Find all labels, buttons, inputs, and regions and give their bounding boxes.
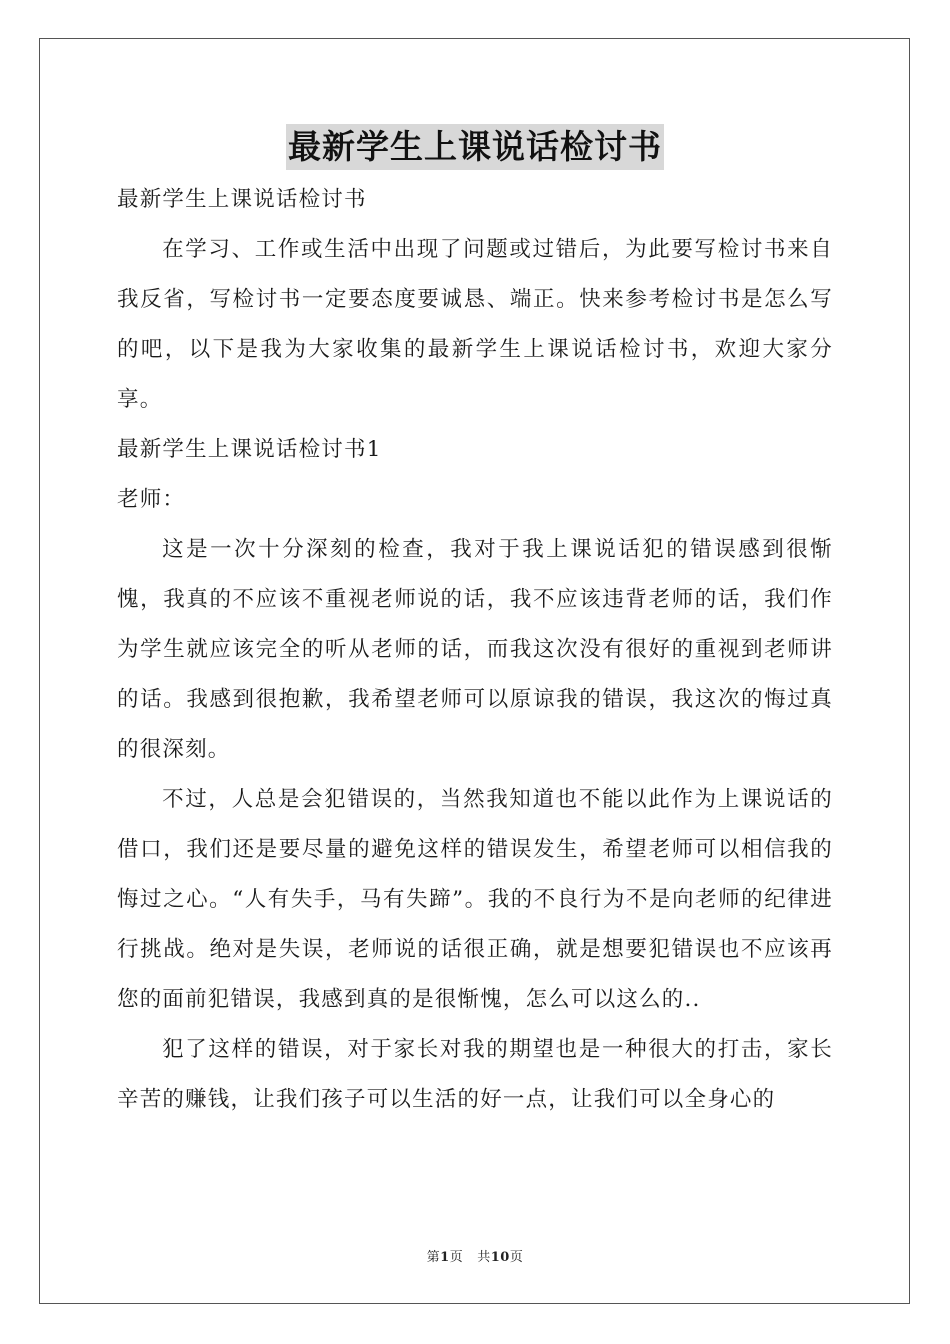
- body-paragraph: 不过，人总是会犯错误的，当然我知道也不能以此作为上课说话的借口，我们还是要尽量的避免这样的错误发生，希望老师可以相信我的悔过之心。“人有失手，马有失蹄”。我的不良行为不是向老师的纪律进行挑战。绝对是失误，老师说的话很正确，就是想要犯错误也不应该再您的面前犯错误，我感到真的是很惭愧，怎么可以这么的..: [117, 787, 833, 1012]
- page-prefix: 第: [426, 1250, 441, 1265]
- salutation: 老师：: [117, 487, 186, 512]
- total-prefix: 共: [477, 1250, 491, 1265]
- document-subtitle: 最新学生上课说话检讨书: [117, 187, 367, 212]
- document-body: [117, 175, 833, 1125]
- document-title-text: 最新学生上课说话检讨书: [286, 124, 664, 170]
- page-footer: [0, 1246, 950, 1265]
- total-pages: 10: [490, 1250, 510, 1265]
- page-number: 1: [440, 1250, 450, 1265]
- total-suffix: 页: [509, 1250, 524, 1265]
- body-paragraph: 这是一次十分深刻的检查，我对于我上课说话犯的错误感到很惭愧，我真的不应该不重视老师说的话，我不应该违背老师的话，我们作为学生就应该完全的听从老师的话，而我这次没有很好的重视到老师讲的话。我感到很抱歉，我希望老师可以原谅我的错误，我这次的悔过真的很深刻。: [117, 537, 833, 762]
- intro-paragraph: 在学习、工作或生活中出现了问题或过错后，为此要写检讨书来自我反省，写检讨书一定要态度要诚恳、端正。快来参考检讨书是怎么写的吧，以下是我为大家收集的最新学生上课说话检讨书，欢迎大家分享。: [117, 237, 833, 412]
- section-heading: 最新学生上课说话检讨书1: [117, 437, 382, 462]
- document-title: [0, 124, 950, 172]
- body-paragraph: 犯了这样的错误，对于家长对我的期望也是一种很大的打击，家长辛苦的赚钱，让我们孩子可以生活的好一点，让我们可以全身心的: [117, 1037, 833, 1112]
- page-suffix: 页: [449, 1250, 464, 1265]
